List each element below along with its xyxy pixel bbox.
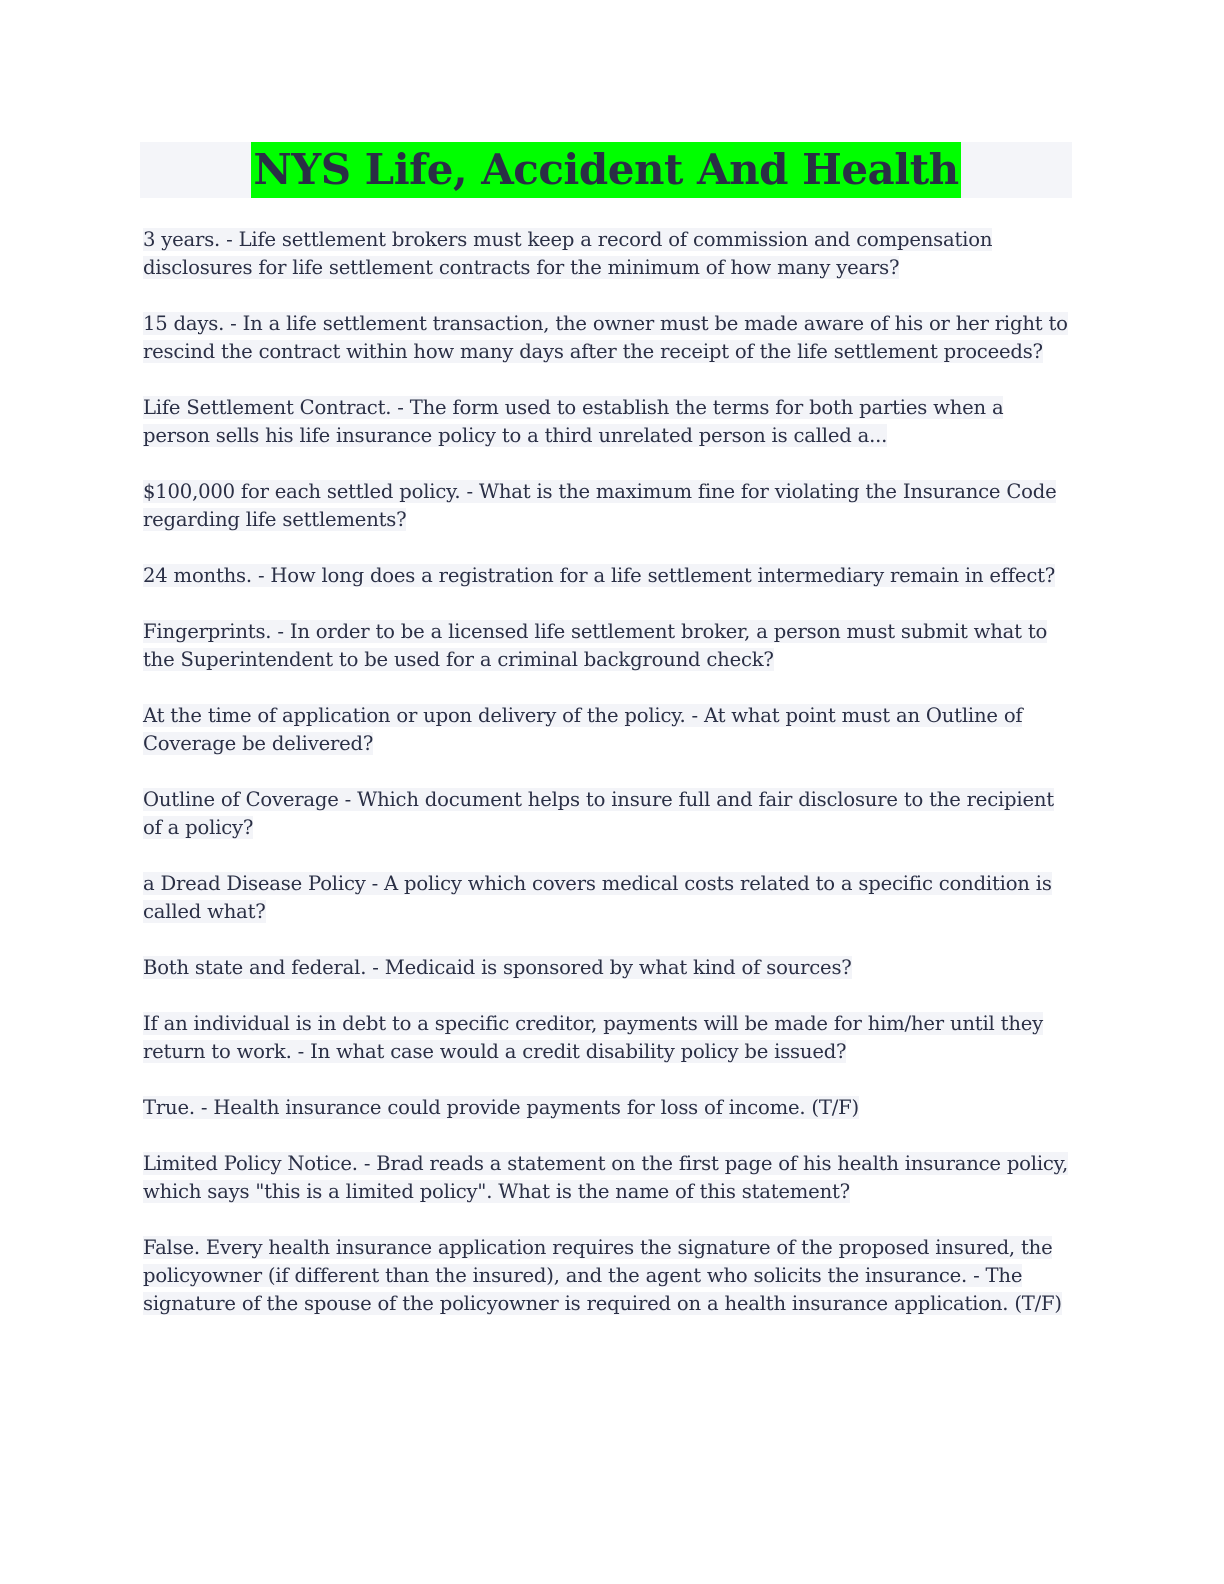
- qa-item: [143, 478, 1071, 534]
- qa-item: [143, 1150, 1071, 1206]
- qa-item: [143, 786, 1071, 842]
- qa-item: [143, 226, 1071, 282]
- qa-item: [143, 310, 1071, 366]
- qa-item-text: False. Every health insurance application requires the signature of the proposed insured, the policyowner (if different than the insured), and the agent who solicits the insurance. - The signature of the spouse of the policyowner is required on a health insurance application. (T/F): [143, 1236, 1062, 1315]
- qa-item: [143, 1094, 1071, 1122]
- qa-item-text: 24 months. - How long does a registration for a life settlement intermediary remain in effect?: [143, 564, 1056, 587]
- title-band: [140, 142, 1072, 198]
- qa-item: [143, 618, 1071, 674]
- qa-item-text: Outline of Coverage - Which document helps to insure full and fair disclosure to the recipient of a policy?: [143, 788, 1054, 839]
- qa-item: [143, 702, 1071, 758]
- qa-item-text: a Dread Disease Policy - A policy which covers medical costs related to a specific condition is called what?: [143, 872, 1052, 923]
- qa-item-text: 15 days. - In a life settlement transaction, the owner must be made aware of his or her right to rescind the contract within how many days after the receipt of the life settlement proceeds?: [143, 312, 1068, 363]
- qa-item-text: If an individual is in debt to a specific creditor, payments will be made for him/her until they return to work. - In what case would a credit disability policy be issued?: [143, 1012, 1044, 1063]
- qa-item-text: At the time of application or upon delivery of the policy. - At what point must an Outline of Coverage be delivered?: [143, 704, 1023, 755]
- qa-item: [143, 870, 1071, 926]
- qa-item-text: 3 years. - Life settlement brokers must keep a record of commission and compensation disclosures for life settlement contracts for the minimum of how many years?: [143, 228, 993, 279]
- qa-item: [143, 1234, 1071, 1318]
- qa-item-text: Limited Policy Notice. - Brad reads a statement on the first page of his health insurance policy, which says "this is a limited policy". What is the name of this statement?: [143, 1152, 1068, 1203]
- qa-item-text: True. - Health insurance could provide payments for loss of income. (T/F): [143, 1096, 859, 1119]
- qa-item: [143, 954, 1071, 982]
- qa-item: [143, 1010, 1071, 1066]
- page-title: NYS Life, Accident And Health: [251, 142, 960, 198]
- qa-item: [143, 394, 1071, 450]
- qa-item-text: $100,000 for each settled policy. - What is the maximum fine for violating the Insurance Code regarding life settlements?: [143, 480, 1057, 531]
- qa-list: [143, 226, 1071, 1346]
- qa-item-text: Fingerprints. - In order to be a licensed life settlement broker, a person must submit what to the Superintendent to be used for a criminal background check?: [143, 620, 1048, 671]
- qa-item-text: Both state and federal. - Medicaid is sponsored by what kind of sources?: [143, 956, 852, 979]
- qa-item: [143, 562, 1071, 590]
- qa-item-text: Life Settlement Contract. - The form used to establish the terms for both parties when a person sells his life insurance policy to a third unrelated person is called a...: [143, 396, 1004, 447]
